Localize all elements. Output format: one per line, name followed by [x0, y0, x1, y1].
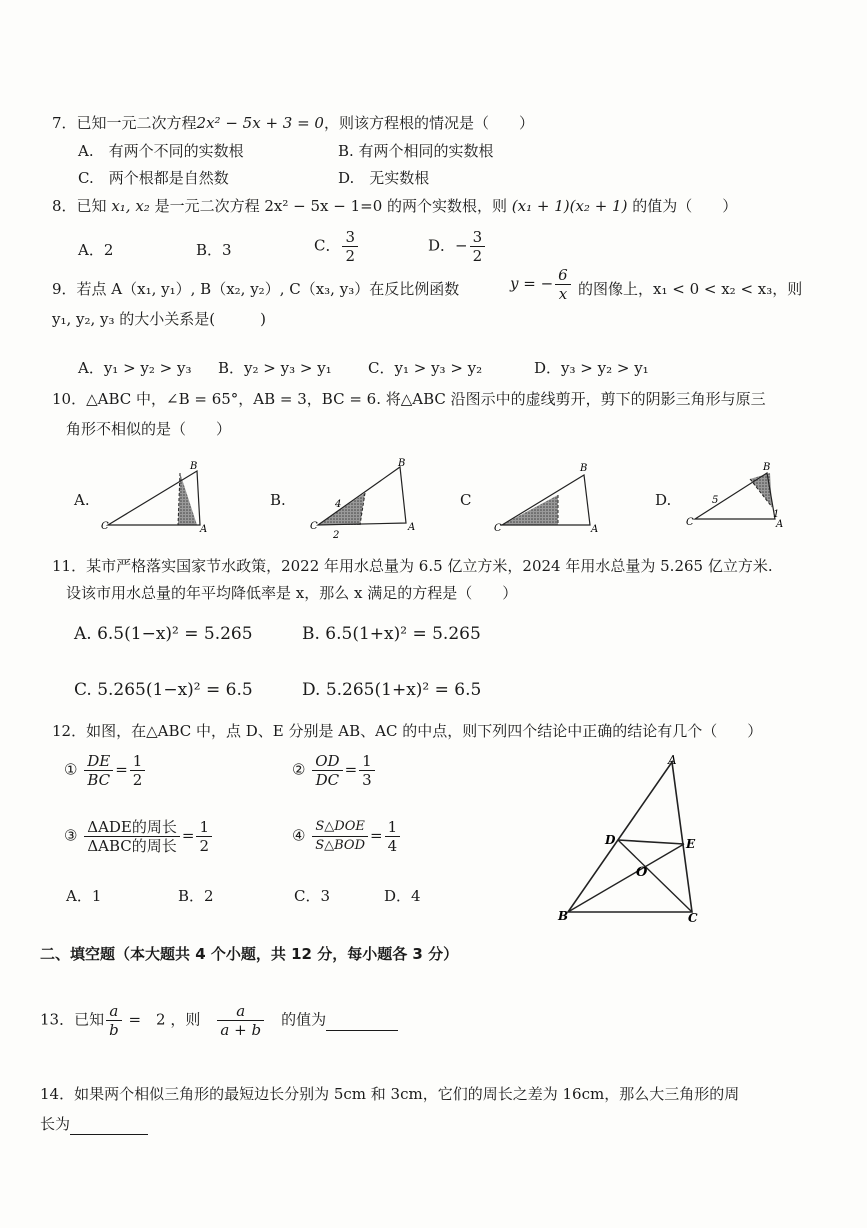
q11-option-b: B. 6.5(1+x)² = 5.265 — [302, 624, 481, 644]
q10-label-b: B. — [270, 491, 286, 509]
q10-figure-b-num-2: 2 — [333, 530, 340, 541]
q7-prefix: 7．已知一元二次方程 — [52, 114, 197, 132]
q12-c4-lhs — [312, 818, 368, 855]
q10-label-a: A. — [74, 491, 90, 509]
q8-option-c — [314, 228, 360, 265]
q8-option-c-frac — [342, 228, 358, 265]
q10-figure-c-label-c: C — [494, 523, 502, 534]
q13-prefix: 13．已知 — [40, 1010, 105, 1029]
q11-stem-line1: 11．某市严格落实国家节水政策，2022 年用水总量为 6.5 亿立方米，2024 年用水总量为 5.265 亿立方米. — [52, 557, 773, 575]
q12-c2-rden: 3 — [362, 771, 372, 789]
q12-c1-lhs — [84, 752, 113, 789]
q10-figures — [0, 455, 867, 545]
q13-frac2 — [217, 1002, 264, 1039]
q12-c2-rhs — [359, 752, 375, 789]
q10-figure-c-label-b: B — [580, 463, 588, 474]
section-2-heading: 二、填空题（本大题共 4 个小题，共 12 分，每小题各 3 分） — [40, 945, 459, 963]
q11-stem-line2: 设该市用水总量的年平均降低率是 x，那么 x 满足的方程是（ ） — [66, 584, 518, 602]
q13-stem — [40, 1002, 398, 1039]
q10-figure-d-shade — [750, 473, 772, 507]
q10-figure-d-num-5: 5 — [712, 495, 719, 506]
q10-figure-d — [686, 462, 783, 530]
q10-stem-line2: 角形不相似的是（ ） — [66, 420, 232, 438]
q12-c4-den: S△BOD — [315, 838, 366, 853]
q13-eq: = 2 ，则 — [128, 1010, 201, 1029]
q10-figure-d-label-c: C — [686, 517, 694, 528]
q10-figure-d-label-a: A — [776, 519, 784, 530]
q9-function-num: 6 — [555, 266, 571, 285]
q12-conclusion-2: ② $\frac{OD}{DC}$ = $\frac{1}{3}$ — [292, 752, 377, 789]
q9-function-lhs: y = − — [510, 274, 554, 293]
q7-option-c: C. 两个根都是自然数 — [78, 169, 229, 187]
q9-option-a: A．y₁ > y₂ > y₃ — [78, 359, 192, 377]
q12-option-b: B．2 — [178, 887, 214, 905]
q8-option-c-label: C． — [314, 236, 341, 255]
q12-segment-de — [618, 840, 684, 844]
q10-figure-b-num-4: 4 — [335, 499, 342, 510]
q12-c3-rnum: 1 — [196, 818, 212, 837]
q12-c2-mark: ② — [292, 760, 306, 779]
q9-function — [510, 266, 573, 303]
q7-option-b: B. 有两个相同的实数根 — [338, 142, 494, 160]
q12-c4-rhs — [385, 818, 401, 855]
q8-option-a: A．2 — [78, 241, 114, 259]
q8-option-b: B．3 — [196, 241, 232, 259]
q12-segment-be — [568, 844, 684, 912]
q12-c4-rden: 4 — [387, 837, 398, 855]
q10-stem-line1: 10．△ABC 中，∠B = 65°，AB = 3，BC = 6. 将△ABC 沿图示中的虚线剪开，剪下的阴影三角形与原三 — [52, 390, 766, 408]
q8-option-d-num: 3 — [470, 228, 486, 247]
q7-option-d: D. 无实数根 — [338, 169, 430, 187]
q12-triangle — [568, 762, 692, 912]
q12-c3-lhs — [84, 818, 180, 855]
q14-answer-blank[interactable] — [70, 1114, 148, 1135]
q10-figure-d-num-1: 1 — [773, 509, 780, 520]
q13-frac2-den: a + b — [220, 1021, 262, 1039]
q8-option-d — [428, 228, 487, 265]
q13-frac1 — [106, 1002, 122, 1039]
q12-label-e: E — [686, 837, 696, 851]
q12-option-a: A．1 — [66, 887, 102, 905]
q10-figure-b-label-a: A — [408, 522, 416, 533]
q10-figure-d-label-b: B — [763, 462, 771, 473]
q12-c4-num: S△DOE — [312, 818, 368, 837]
q10-figure-b — [310, 458, 415, 541]
q12-figure — [550, 752, 710, 927]
q12-conclusion-1: ① $\frac{DE}{BC}$ = $\frac{1}{2}$ — [64, 752, 147, 789]
q13-frac1-den: b — [109, 1021, 119, 1039]
q12-c3-rden: 2 — [199, 837, 210, 855]
q8-option-c-num: 3 — [342, 228, 358, 247]
q9-function-den: x — [558, 285, 568, 303]
q12-c3-rhs — [196, 818, 212, 855]
q8-expr: (x₁ + 1)(x₂ + 1) — [511, 197, 628, 215]
q14-stem-line2 — [40, 1114, 148, 1135]
q12-stem: 12．如图，在△ABC 中，点 D、E 分别是 AB、AC 的中点，则下列四个结论中正确的结论有几个（ ） — [52, 722, 763, 740]
q12-label-b: B — [558, 909, 569, 923]
q11-option-a: A. 6.5(1−x)² = 5.265 — [74, 624, 253, 644]
q9-condition: 的图像上，x₁ < 0 < x₂ < x₃，则 — [578, 280, 803, 298]
q10-figure-c — [494, 463, 598, 535]
q14-text2: 长为 — [40, 1115, 71, 1133]
q12-c2-rnum: 1 — [359, 752, 375, 771]
q10-figure-b-label-b: B — [398, 458, 406, 469]
q9-function-frac — [555, 266, 571, 303]
q12-conclusion-4: ④ $\frac{\text{S△DOE}}{\text{S△BOD}}$ = $\frac{1}{4}$ — [292, 818, 402, 855]
q12-c1-mark: ① — [64, 760, 78, 779]
q12-label-o: O — [636, 865, 648, 880]
q9-stem-line1 — [52, 279, 459, 299]
q12-c2-num: OD — [312, 752, 342, 771]
q12-c4-rnum: 1 — [385, 818, 401, 837]
q8-option-d-den: 2 — [472, 247, 483, 265]
q12-c2-den: DC — [315, 771, 340, 789]
q8-suffix: 的值为（ ） — [632, 197, 738, 215]
q12-c3-num: ΔADE的周长 — [84, 818, 180, 837]
q12-c4-mark: ④ — [292, 826, 306, 845]
q13-answer-blank[interactable] — [326, 1010, 398, 1031]
q9-option-b: B．y₂ > y₃ > y₁ — [218, 359, 332, 377]
q12-c3-den: ΔABC的周长 — [87, 837, 177, 855]
q8-mid: 是一元二次方程 2x² − 5x − 1=0 的两个实数根，则 — [154, 197, 508, 215]
q8-option-c-den: 2 — [345, 247, 356, 265]
q12-label-c: C — [688, 911, 698, 925]
q10-label-d: D. — [655, 491, 672, 509]
q8-stem — [52, 196, 737, 216]
q9-text1: 9．若点 A（x₁, y₁）, B（x₂, y₂）, C（x₃, y₃）在反比例函数 — [52, 280, 460, 298]
q13-frac1-num: a — [106, 1002, 122, 1021]
q10-figure-b-label-c: C — [310, 521, 318, 532]
q12-c1-den: BC — [87, 771, 111, 789]
q12-label-a: A — [668, 753, 677, 767]
q12-c2-lhs — [312, 752, 342, 789]
q8-prefix: 8．已知 — [52, 197, 107, 215]
q7-equation: 2x² − 5x + 3 = 0 — [196, 114, 324, 132]
q8-vars: x₁, x₂ — [111, 197, 150, 215]
q13-suffix: 的值为 — [281, 1010, 327, 1029]
q12-c1-rhs — [130, 752, 146, 789]
q7-option-a: A. 有两个不同的实数根 — [78, 142, 244, 160]
q12-c1-rnum: 1 — [130, 752, 146, 771]
q10-label-c: C — [460, 491, 472, 509]
q10-figure-a-label-c: C — [101, 521, 109, 532]
q12-option-c: C．3 — [294, 887, 331, 905]
q12-option-d: D．4 — [384, 887, 421, 905]
q9-option-d: D．y₃ > y₂ > y₁ — [534, 359, 649, 377]
q9-stem-line2: y₁, y₂, y₃ 的大小关系是( ) — [52, 310, 267, 328]
q8-option-d-label: D．− — [428, 236, 468, 255]
q12-c1-num: DE — [84, 752, 113, 771]
q11-option-c: C. 5.265(1−x)² = 6.5 — [74, 680, 253, 700]
q7-stem — [52, 113, 534, 133]
q8-option-d-frac — [470, 228, 486, 265]
q10-figure-a — [101, 461, 207, 535]
q11-option-d: D. 5.265(1+x)² = 6.5 — [302, 680, 482, 700]
q12-conclusion-3: ③ $\frac{\text{ΔADE的周长}}{\text{ΔABC的周长}}$ = $\frac{1}{2}$ — [64, 818, 214, 855]
q10-figure-c-label-a: A — [591, 524, 599, 535]
q13-frac2-num: a — [217, 1002, 264, 1021]
q12-label-d: D — [605, 833, 616, 847]
q10-figure-a-label-a: A — [200, 524, 208, 535]
q12-c3-mark: ③ — [64, 826, 78, 845]
q12-c1-rden: 2 — [132, 771, 143, 789]
q14-stem-line1: 14．如果两个相似三角形的最短边长分别为 5cm 和 3cm，它们的周长之差为 16cm，那么大三角形的周 — [40, 1085, 740, 1103]
q9-option-c: C．y₁ > y₃ > y₂ — [368, 359, 483, 377]
q10-figure-a-label-b: B — [190, 461, 198, 472]
q7-suffix: ，则该方程根的情况是（ ） — [323, 114, 534, 132]
